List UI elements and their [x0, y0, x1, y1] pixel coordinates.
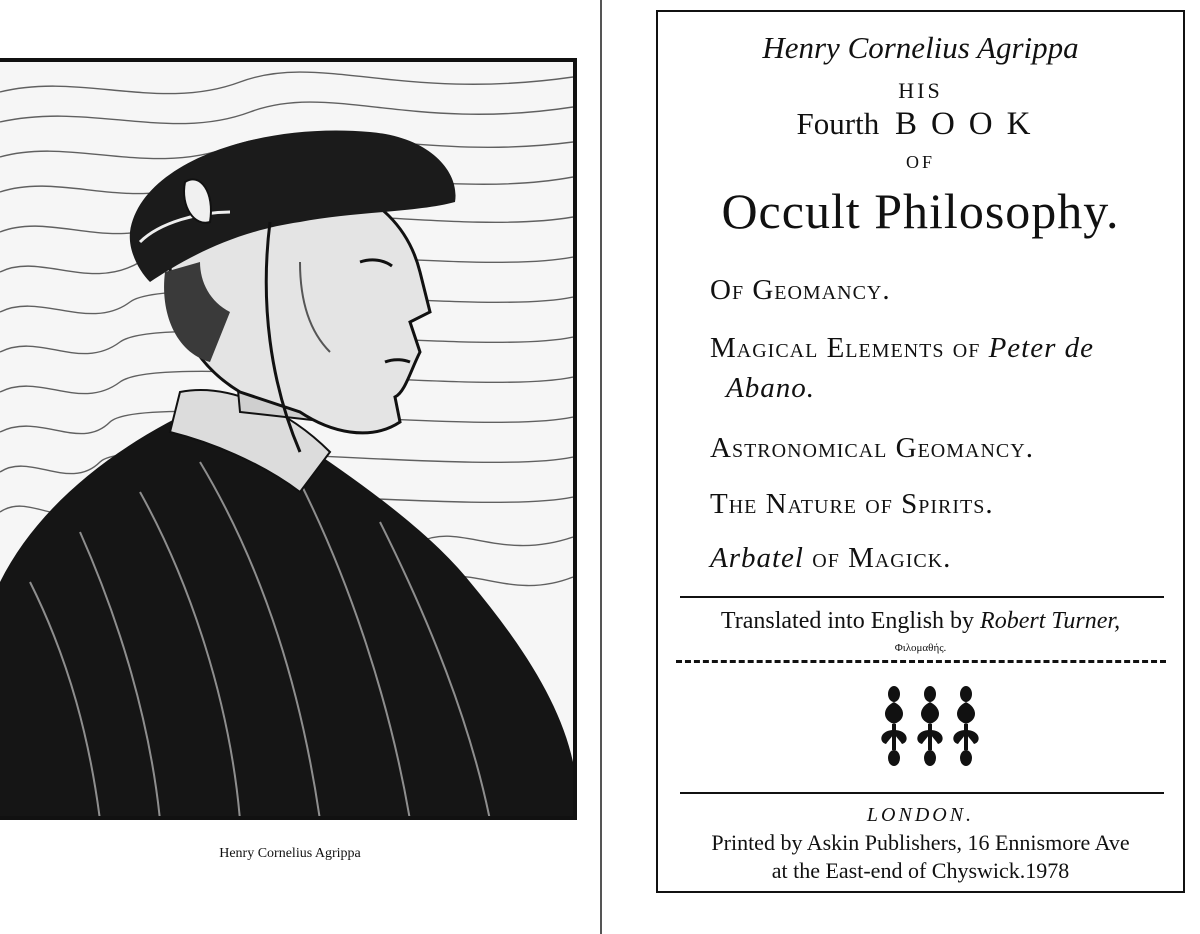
his-word: HIS: [898, 78, 943, 103]
fourth-word: Fourth: [796, 106, 880, 141]
of-word: OF: [905, 152, 935, 172]
page-gutter: [600, 0, 602, 934]
contents-item: [710, 542, 951, 575]
contents-name: Peter de: [988, 332, 1095, 364]
contents-name: Abano.: [726, 372, 815, 404]
contents-item: The Nature of Spirits.: [710, 488, 994, 520]
rule-line: [680, 596, 1164, 598]
portrait-engraving: [0, 58, 577, 820]
dashed-rule-line: [676, 660, 1166, 663]
fourth-book-line: [658, 106, 1183, 143]
translated-prefix: Translated into English by: [720, 608, 975, 634]
contents-item: [726, 372, 815, 405]
author-name: Henry Cornelius Agrippa: [762, 30, 1079, 65]
portrait-caption: Henry Cornelius Agrippa: [219, 846, 361, 861]
translator-name: Robert Turner,: [980, 608, 1121, 634]
title-page: [656, 10, 1185, 893]
contents-item: [710, 332, 1094, 365]
contents-text: of Magick.: [804, 542, 952, 574]
main-title: Occult Philosophy.: [721, 183, 1120, 239]
agrippa-portrait-illustration: [0, 62, 573, 820]
greek-epithet: Φιλομαθής.: [894, 642, 947, 654]
contents-name: Arbatel: [710, 542, 804, 574]
translator-line: [658, 608, 1183, 635]
imprint-city: LONDON.: [866, 804, 975, 826]
book-word: BOOK: [894, 106, 1045, 142]
rule-line: [680, 792, 1164, 794]
printers-ornament: [876, 686, 986, 768]
contents-item: Astronomical Geomancy.: [710, 432, 1034, 464]
contents-item: Of Geomancy.: [710, 274, 891, 306]
imprint-printer: Printed by Askin Publishers, 16 Ennismore Ave: [711, 830, 1130, 855]
contents-text: Magical Elements of: [710, 332, 981, 364]
imprint-address: at the East-end of Chyswick.1978: [771, 858, 1070, 883]
